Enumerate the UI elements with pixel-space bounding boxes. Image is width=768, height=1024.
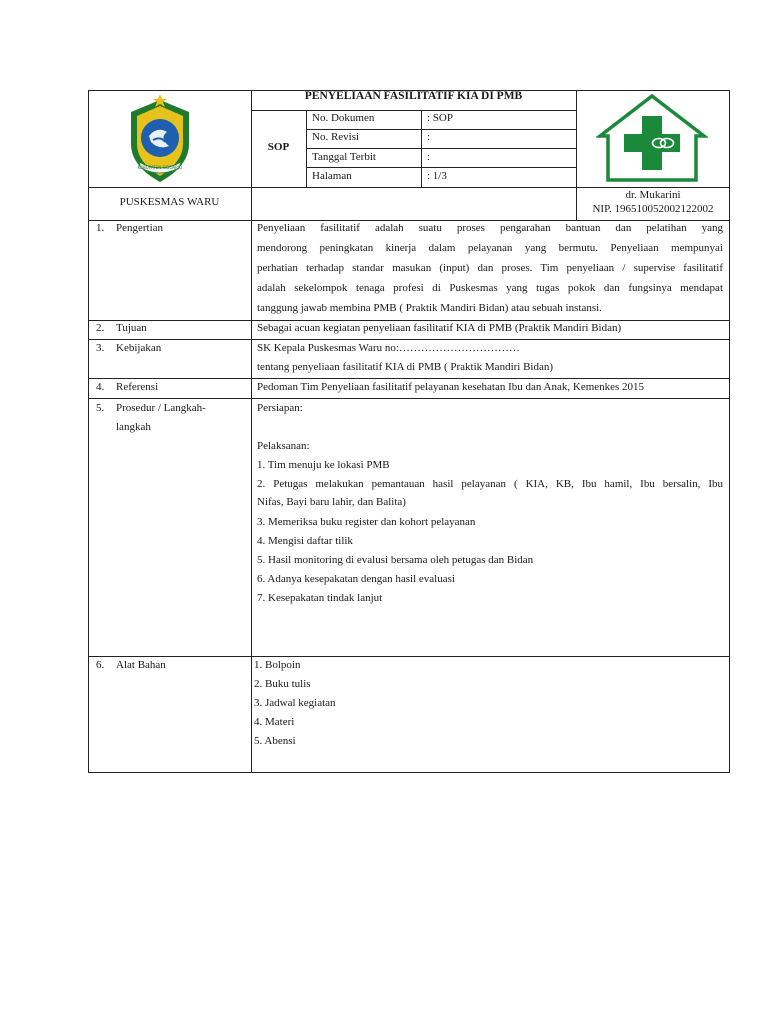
prosedur-step: 5. Hasil monitoring di evalusi bersama oleh petugas dan Bidan <box>257 554 534 566</box>
section-label-pengertian: Pengertian <box>116 222 164 234</box>
alat-bahan-item: 3. Jadwal kegiatan <box>254 697 336 709</box>
pengertian-line: Penyeliaan fasilitatif adalah suatu proses pengarahan bantuan dan pelatihan yang <box>257 222 723 234</box>
section-number: 6. <box>96 659 105 671</box>
institution-name: PUSKESMAS WARU <box>119 196 220 208</box>
section-label-tujuan: Tujuan <box>116 322 147 334</box>
field-value-no-revisi: : <box>427 131 431 143</box>
section-label-prosedur: Prosedur / Langkah- <box>116 402 206 414</box>
section-label-prosedur-cont: langkah <box>116 421 151 433</box>
field-label-halaman: Halaman <box>312 170 352 182</box>
alat-bahan-item: 4. Materi <box>254 716 295 728</box>
pengertian-line: perhatian terhadap standar masukan (input) dan proses. Tim penyeliaan / supervise fasilitatif <box>257 262 723 274</box>
prosedur-step: Nifas, Bayi baru lahir, dan Balita) <box>257 496 406 508</box>
section-number: 5. <box>96 402 105 414</box>
pelaksanaan-heading: Pelaksanan: <box>257 440 310 452</box>
referensi-text: Pedoman Tim Penyeliaan fasilitatif pelayanan kesehatan Ibu dan Anak, Kemenkes 2015 <box>257 381 645 393</box>
prosedur-step: 4. Mengisi daftar tilik <box>257 535 353 547</box>
section-label-alat-bahan: Alat Bahan <box>116 659 166 671</box>
alat-bahan-item: 2. Buku tulis <box>254 678 311 690</box>
field-label-tanggal-terbit: Tanggal Terbit <box>312 151 376 163</box>
pengertian-line: adalah sekelompok tenaga profesi di Puskesmas yang tugas pokok dan fungsinya mendapat <box>257 282 723 294</box>
prosedur-step: 7. Kesepakatan tindak lanjut <box>257 592 383 604</box>
sidoarjo-emblem-logo <box>119 92 201 186</box>
svg-text:KABUPATEN SIDOARJO: KABUPATEN SIDOARJO <box>137 165 183 170</box>
field-label-no-dokumen: No. Dokumen <box>312 112 375 124</box>
signatory-name: dr. Mukarini <box>625 189 681 201</box>
prosedur-step: 1. Tim menuju ke lokasi PMB <box>257 459 390 471</box>
kebijakan-line: SK Kepala Puskesmas Waru no:…………………………… <box>257 342 520 354</box>
field-value-halaman: : 1/3 <box>427 170 447 182</box>
puskesmas-logo <box>596 92 708 186</box>
alat-bahan-item: 1. Bolpoin <box>254 659 301 671</box>
field-value-no-dokumen: : SOP <box>427 112 453 124</box>
tujuan-text: Sebagai acuan kegiatan penyeliaan fasilitatif KIA di PMB (Praktik Mandiri Bidan) <box>257 322 622 334</box>
prosedur-step: 6. Adanya kesepakatan dengan hasil evaluasi <box>257 573 455 585</box>
alat-bahan-item: 5. Abensi <box>254 735 296 747</box>
pengertian-line: mendorong peningkatan kinerja dalam pelayanan yang bermutu. Penyeliaan mempunyai <box>257 242 723 254</box>
section-number: 1. <box>96 222 105 234</box>
persiapan-heading: Persiapan: <box>257 402 303 414</box>
section-label-kebijakan: Kebijakan <box>116 342 162 354</box>
section-number: 3. <box>96 342 105 354</box>
signatory-nip: NIP. 196510052002122002 <box>592 203 714 215</box>
section-label-referensi: Referensi <box>116 381 159 393</box>
field-label-no-revisi: No. Revisi <box>312 131 360 143</box>
document-title: PENYELIAAN FASILITATIF KIA DI PMB <box>304 90 523 102</box>
prosedur-step: 2. Petugas melakukan pemantauan hasil pelayanan ( KIA, KB, Ibu hamil, Ibu bersalin, Ibu <box>257 478 723 490</box>
section-number: 2. <box>96 322 105 334</box>
sop-label: SOP <box>267 141 290 153</box>
section-number: 4. <box>96 381 105 393</box>
field-value-tanggal-terbit: : <box>427 151 431 163</box>
prosedur-step: 3. Memeriksa buku register dan kohort pelayanan <box>257 516 476 528</box>
kebijakan-line: tentang penyeliaan fasilitatif KIA di PMB ( Praktik Mandiri Bidan) <box>257 361 554 373</box>
pengertian-line: tanggung jawab membina PMB ( Praktik Mandiri Bidan) atau sebuah instansi. <box>257 302 602 314</box>
